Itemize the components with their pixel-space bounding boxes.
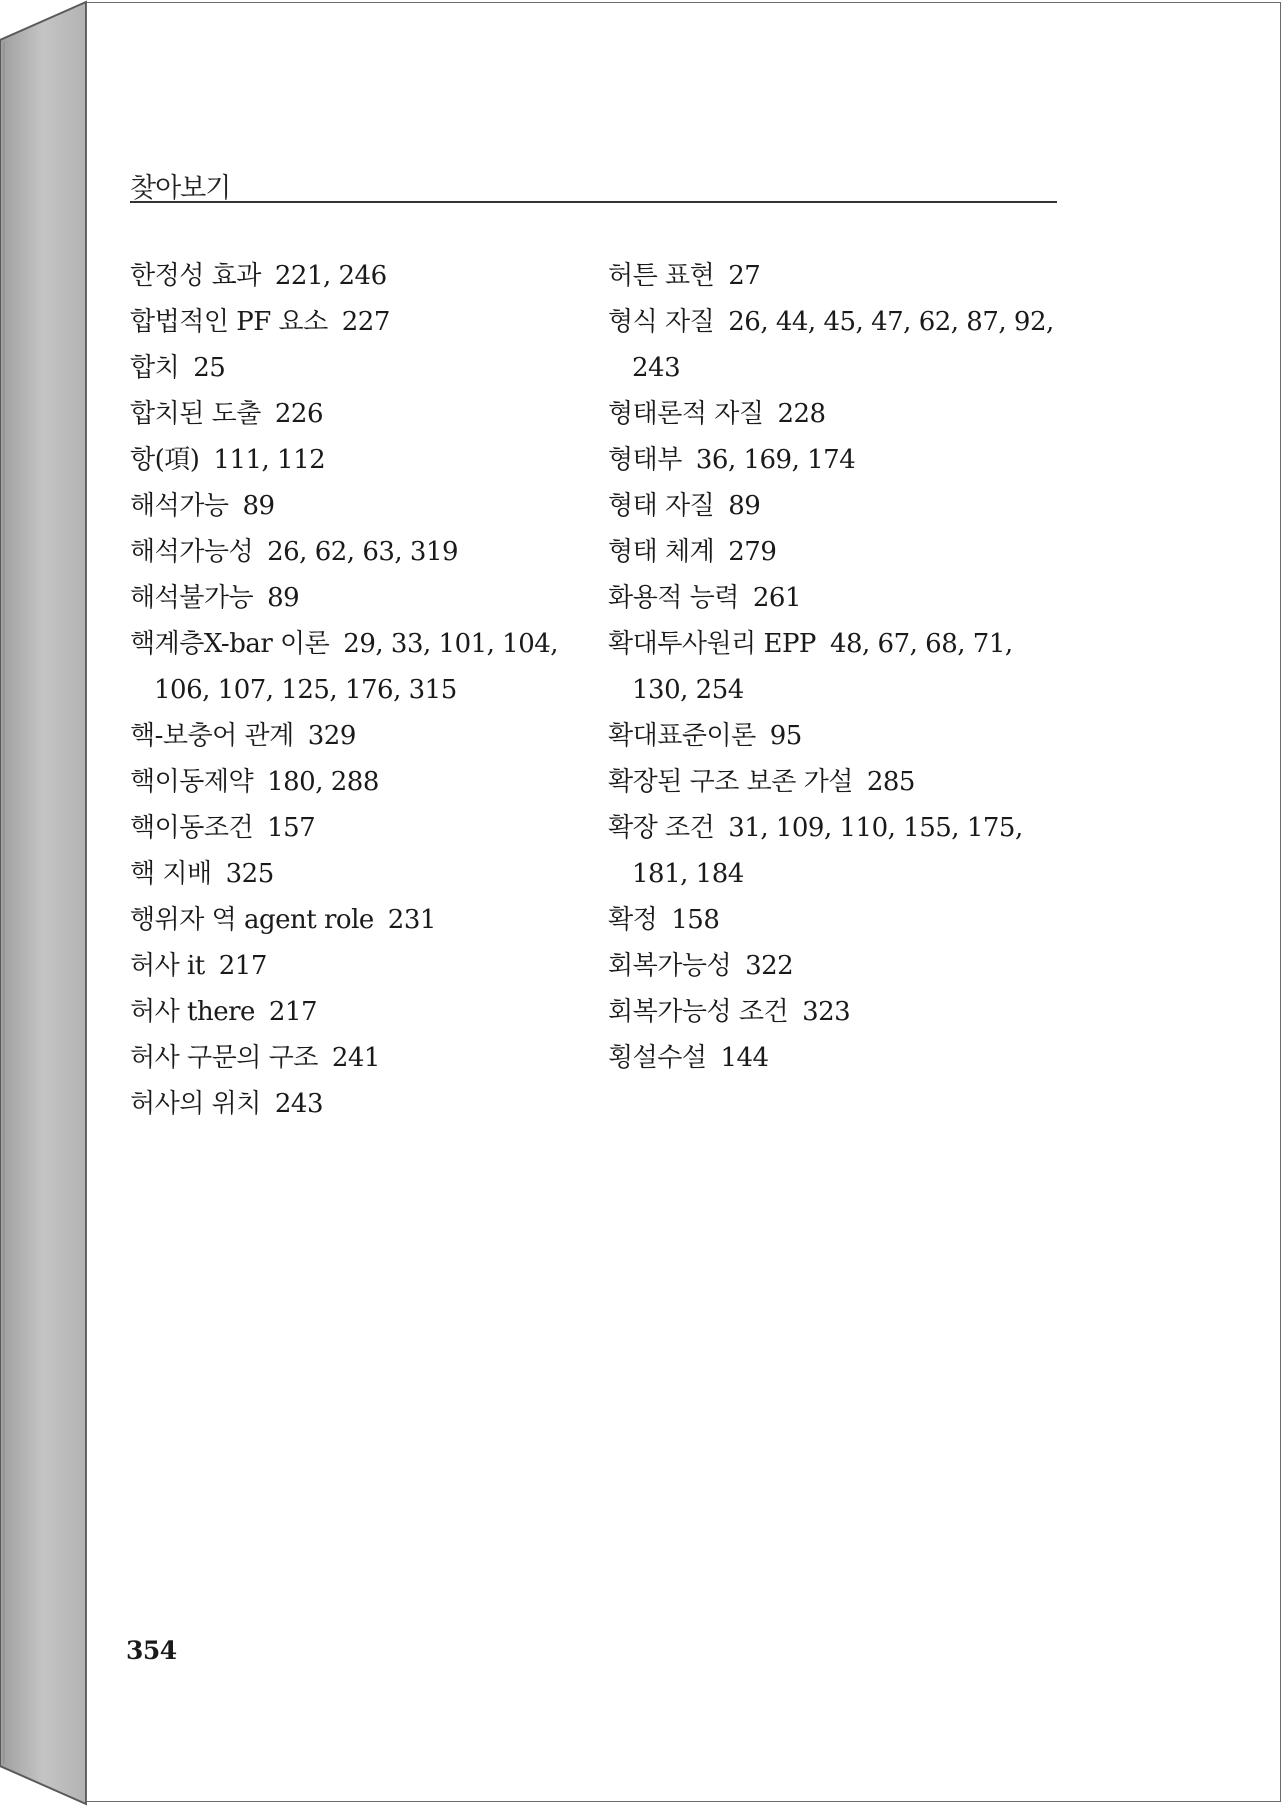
index-entry xyxy=(130,943,570,989)
index-pages: 89 xyxy=(267,583,300,613)
index-term: 형태 체계 xyxy=(608,537,715,567)
index-entry xyxy=(130,483,570,529)
index-term: 해석불가능 xyxy=(130,583,254,613)
index-entry xyxy=(130,621,570,713)
index-entry xyxy=(130,391,570,437)
index-entry xyxy=(608,391,1058,437)
index-entry xyxy=(130,989,570,1035)
index-term: 허튼 표현 xyxy=(608,261,715,291)
index-term: 허사의 위치 xyxy=(130,1089,261,1119)
index-pages: 221, 246 xyxy=(274,261,387,291)
index-pages: 241 xyxy=(331,1043,380,1073)
index-pages: 26, 62, 63, 319 xyxy=(267,537,459,567)
index-column-right xyxy=(608,253,1058,1081)
index-column-left xyxy=(130,253,570,1127)
index-term: 합치된 도출 xyxy=(130,399,261,429)
index-entry xyxy=(130,897,570,943)
index-pages: 89 xyxy=(242,491,275,521)
index-term: 회복가능성 조건 xyxy=(608,997,789,1027)
index-entry xyxy=(608,575,1058,621)
index-pages: 27 xyxy=(728,261,761,291)
index-entry xyxy=(130,299,570,345)
index-entry xyxy=(130,713,570,759)
index-term: 한정성 효과 xyxy=(130,261,261,291)
index-pages: 180, 288 xyxy=(267,767,379,797)
index-pages: 25 xyxy=(193,353,226,383)
index-term: 확정 xyxy=(608,905,658,935)
index-pages: 285 xyxy=(866,767,915,797)
index-term: 화용적 능력 xyxy=(608,583,739,613)
index-pages: 26, 44, 45, 47, 62, 87, 92, xyxy=(728,307,1054,337)
index-term: 형태 자질 xyxy=(608,491,715,521)
index-term: 해석가능성 xyxy=(130,537,254,567)
index-entry xyxy=(608,759,1058,805)
index-entry xyxy=(608,483,1058,529)
index-term: 항(項) xyxy=(130,445,200,475)
index-entry xyxy=(608,805,1058,897)
index-pages: 144 xyxy=(720,1043,769,1073)
index-pages: 227 xyxy=(341,307,390,337)
index-pages-continued: 130, 254 xyxy=(632,675,744,705)
index-pages: 31, 109, 110, 155, 175, xyxy=(728,813,1023,843)
index-term: 허사 there xyxy=(130,997,255,1027)
index-pages: 322 xyxy=(745,951,794,981)
index-pages: 217 xyxy=(268,997,318,1027)
index-term: 허사 it xyxy=(130,951,205,981)
index-entry xyxy=(608,713,1058,759)
running-header: 찾아보기 xyxy=(130,173,231,204)
index-entry xyxy=(608,529,1058,575)
index-pages-continued: 243 xyxy=(632,353,681,383)
index-term: 핵-보충어 관계 xyxy=(130,721,294,751)
index-entry xyxy=(130,851,570,897)
index-term: 확대표준이론 xyxy=(608,721,756,751)
index-pages: 279 xyxy=(728,537,777,567)
index-entry xyxy=(130,1081,570,1127)
index-term: 핵이동제약 xyxy=(130,767,254,797)
index-entry xyxy=(130,253,570,299)
index-term: 확장 조건 xyxy=(608,813,715,843)
index-pages: 323 xyxy=(802,997,851,1027)
index-pages: 157 xyxy=(267,813,316,843)
index-pages: 89 xyxy=(728,491,761,521)
index-entry xyxy=(608,253,1058,299)
page-number: 354 xyxy=(126,1636,177,1665)
index-pages-continued: 106, 107, 125, 176, 315 xyxy=(154,675,457,705)
index-entry xyxy=(608,1035,1058,1081)
index-pages: 48, 67, 68, 71, xyxy=(829,629,1013,659)
index-entry xyxy=(130,345,570,391)
index-term: 확장된 구조 보존 가설 xyxy=(608,767,853,797)
index-entry xyxy=(608,437,1058,483)
index-pages: 95 xyxy=(769,721,802,751)
index-term: 회복가능성 xyxy=(608,951,732,981)
index-entry xyxy=(130,529,570,575)
header-rule xyxy=(130,201,1057,203)
index-entry xyxy=(130,575,570,621)
index-pages: 243 xyxy=(274,1089,323,1119)
index-term: 합법적인 PF 요소 xyxy=(130,307,328,337)
index-entry xyxy=(608,989,1058,1035)
index-entry xyxy=(608,299,1058,391)
index-term: 확대투사원리 EPP xyxy=(608,629,816,659)
index-pages-continued: 181, 184 xyxy=(632,859,744,889)
index-entry xyxy=(130,437,570,483)
index-term: 형식 자질 xyxy=(608,307,715,337)
index-pages: 36, 169, 174 xyxy=(695,445,856,475)
index-pages: 231 xyxy=(387,905,436,935)
index-entry xyxy=(608,897,1058,943)
index-term: 핵 지배 xyxy=(130,859,212,889)
index-term: 형태부 xyxy=(608,445,682,475)
index-entry xyxy=(130,805,570,851)
index-entry xyxy=(130,1035,570,1081)
index-term: 해석가능 xyxy=(130,491,229,521)
index-entry xyxy=(608,943,1058,989)
index-term: 핵계층X-bar 이론 xyxy=(130,629,330,659)
index-term: 합치 xyxy=(130,353,180,383)
index-entry xyxy=(130,759,570,805)
index-pages: 111, 112 xyxy=(213,445,326,475)
index-term: 허사 구문의 구조 xyxy=(130,1043,318,1073)
index-pages: 158 xyxy=(671,905,720,935)
index-pages: 261 xyxy=(752,583,801,613)
index-term: 핵이동조건 xyxy=(130,813,254,843)
index-term: 횡설수설 xyxy=(608,1043,707,1073)
index-entry xyxy=(608,621,1058,713)
index-term: 행위자 역 agent role xyxy=(130,905,374,935)
index-pages: 226 xyxy=(274,399,323,429)
index-term: 형태론적 자질 xyxy=(608,399,764,429)
index-pages: 228 xyxy=(777,399,826,429)
index-pages: 217 xyxy=(218,951,267,981)
index-pages: 329 xyxy=(307,721,356,751)
index-pages: 325 xyxy=(225,859,274,889)
index-pages: 29, 33, 101, 104, xyxy=(343,629,559,659)
